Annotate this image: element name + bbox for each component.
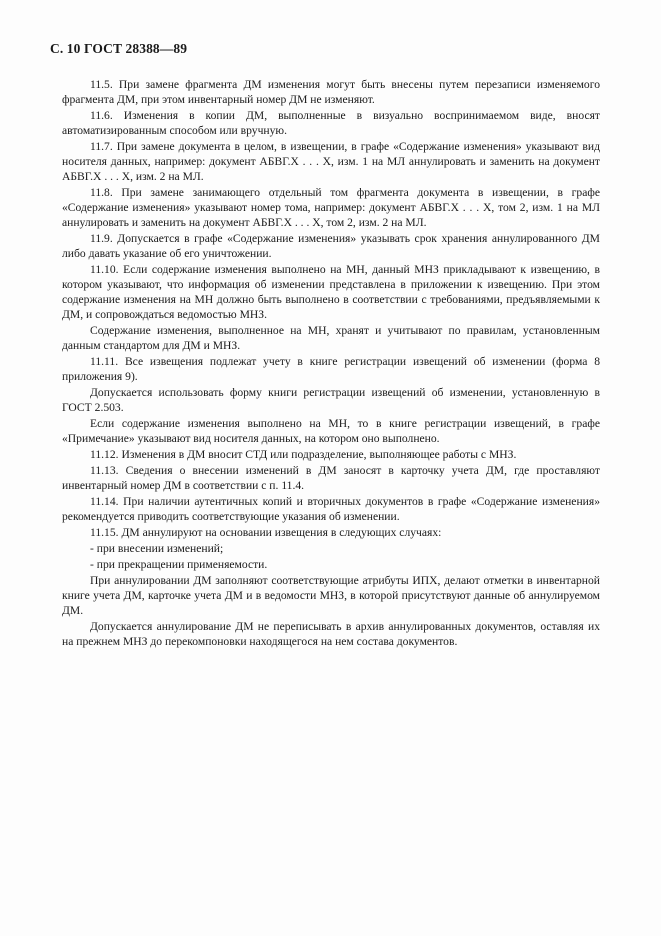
clause-11-15-note-1: При аннулировании ДМ заполняют соответствующие атрибуты ИПХ, делают отметки в инвентарной книге учета ДМ, карточке учета ДМ и в ведомости МНЗ, в которой присутствуют данные об аннулируемом ДМ.	[62, 574, 600, 617]
clause-11-9: 11.9. Допускается в графе «Содержание изменения» указывать срок хранения аннулированного ДМ либо давать указание об его уничтожении.	[62, 231, 600, 260]
list-item-discontinued: - при прекращении применяемости.	[90, 557, 268, 571]
clause-11-7: 11.7. При замене документа в целом, в извещении, в графе «Содержание изменения» указывают вид носителя данных, например: документ АБВГ.Х . . . Х, изм. 1 на МЛ аннулировать и заменить на документ АБВГ.Х . . . Х, изм. 2 на МЛ.	[62, 140, 600, 183]
clause-11-12: 11.12. Изменения в ДМ вносит СТД или подразделение, выполняющее работы с МНЗ.	[90, 447, 517, 461]
clause-11-8: 11.8. При замене занимающего отдельный том фрагмента документа в извещении, в графе «Содержание изменения» указывают номер тома, например: документ АБВГ.Х . . . Х, том 2, изм. 1 на МЛ аннулировать и заменить на документ АБВГ.Х . . . Х, том 2, изм. 2 на МЛ.	[62, 185, 600, 229]
list-item-changes: - при внесении изменений;	[90, 541, 224, 555]
clause-11-11: 11.11. Все извещения подлежат учету в книге регистрации извещений об изменении (форма 8 приложения 9).	[62, 354, 600, 383]
clause-11-15: 11.15. ДМ аннулируют на основании извещения в следующих случаях:	[90, 525, 442, 539]
clause-11-15-note-2: Допускается аннулирование ДМ не переписывать в архив аннулированных документов, оставляя их на прежнем МНЗ до перекомпоновки находящегося на нем состава документов.	[62, 619, 600, 648]
clause-11-11-note-2: Если содержание изменения выполнено на МН, то в книге регистрации извещений, в графе «Примечание» указывают вид носителя данных, на котором оно выполнено.	[62, 416, 600, 445]
document-body	[62, 78, 600, 651]
page-header: С. 10 ГОСТ 28388—89	[50, 41, 188, 56]
clause-11-5: 11.5. При замене фрагмента ДМ изменения могут быть внесены путем перезаписи изменяемого фрагмента ДМ, при этом инвентарный номер ДМ не изменяют.	[62, 78, 600, 106]
clause-11-14: 11.14. При наличии аутентичных копий и вторичных документов в графе «Содержание изменения» рекомендуется приводить соответствующие указания об изменении.	[62, 494, 600, 523]
clause-11-11-note-1: Допускается использовать форму книги регистрации извещений об изменении, установленную в ГОСТ 2.503.	[62, 385, 600, 414]
clause-11-13: 11.13. Сведения о внесении изменений в ДМ заносят в карточку учета ДМ, где проставляют инвентарный номер ДМ в соответствии с п. 11.4.	[62, 463, 600, 492]
clause-11-6: 11.6. Изменения в копии ДМ, выполненные в визуально воспринимаемом виде, вносят автоматизированным способом или вручную.	[62, 109, 600, 137]
clause-11-10: 11.10. Если содержание изменения выполнено на МН, данный МНЗ прикладывают к извещению, в котором указывают, что информация об изменении представлена в приложении к извещению. При этом содержание изменения на МН должно быть выполнено в соответствии с требованиями, предъявляемыми к ДМ, и сопровождаться ведомостью МНЗ.	[62, 262, 600, 321]
clause-11-10-note: Содержание изменения, выполненное на МН, хранят и учитывают по правилам, установленным данным стандартом для ДМ и МНЗ.	[62, 323, 600, 352]
